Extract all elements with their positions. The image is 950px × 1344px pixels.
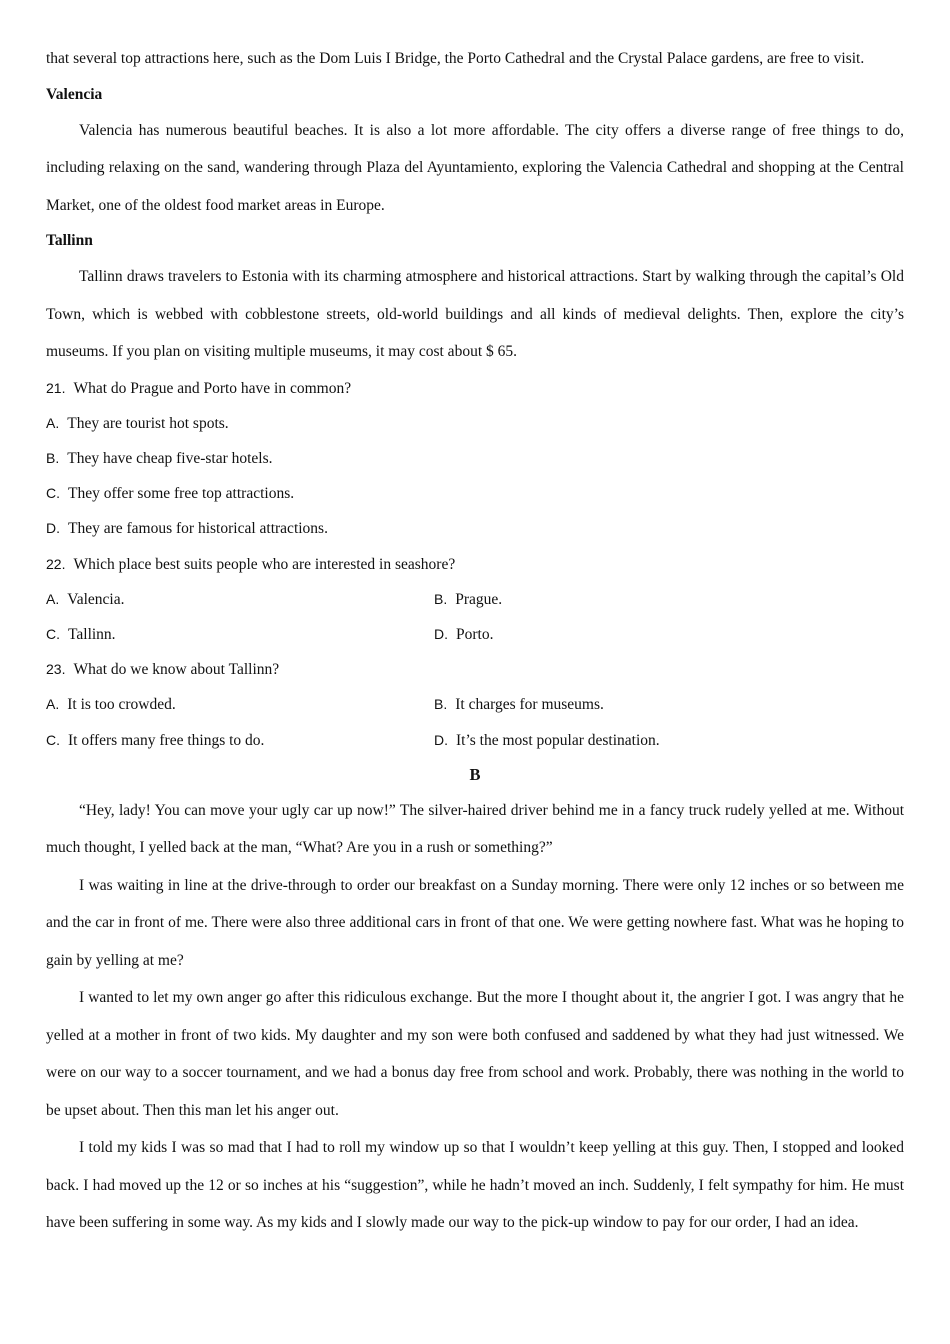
option-b: B. They have cheap five-star hotels. bbox=[46, 449, 273, 467]
question-23 bbox=[46, 652, 904, 758]
paragraph-valencia: Valencia has numerous beautiful beaches. It is also a lot more affordable. The city offers a diverse range of free things to do, including relaxing on the sand, wandering through Plaza del Ayuntamiento, exploring the Valencia Cathedral and shopping at the Central Market, one of the oldest food market areas in Europe. bbox=[46, 121, 904, 214]
question-stem: 23. What do we know about Tallinn? bbox=[46, 652, 904, 687]
heading-tallinn: Tallinn bbox=[46, 232, 93, 249]
option-a: A. They are tourist hot spots. bbox=[46, 414, 229, 432]
document-page bbox=[46, 40, 904, 1242]
option-d: D. They are famous for historical attractions. bbox=[46, 520, 328, 538]
option-c: C. Tallinn. bbox=[46, 625, 116, 643]
heading-valencia: Valencia bbox=[46, 85, 103, 103]
passage-b-paragraph: I wanted to let my own anger go after this ridiculous exchange. But the more I thought about it, the angrier I got. I was angry that he yelled at a mother in front of two kids. My daughter and my son were both confused and saddened by what they had just witnessed. We were on our way to a soccer tournament, and we had a bonus day free from school and work. Probably, there was nothing in the world to be upset about. Then this man let his anger out. bbox=[46, 989, 904, 1119]
question-22 bbox=[46, 547, 904, 653]
option-c: C. They offer some free top attractions. bbox=[46, 485, 295, 503]
question-stem: 21. What do Prague and Porto have in common? bbox=[46, 371, 904, 406]
option-b: B. It charges for museums. bbox=[434, 696, 604, 714]
option-a: A. It is too crowded. bbox=[46, 696, 176, 714]
intro-continuation: that several top attractions here, such as the Dom Luis I Bridge, the Porto Cathedral and the Crystal Palace gardens, are free to visit. bbox=[46, 50, 865, 67]
passage-b-paragraph: I told my kids I was so mad that I had to roll my window up so that I wouldn’t keep yelling at this guy. Then, I stopped and looked back. I had moved up the 12 or so inches at his “suggestion”, while he hadn’t moved an inch. Suddenly, I felt sympathy for him. He must have been suffering in some way. As my kids and I slowly made our way to the pick-up window to pay for our order, I had an idea. bbox=[46, 1139, 904, 1232]
paragraph-tallinn: Tallinn draws travelers to Estonia with its charming atmosphere and historical attractions. Start by walking through the capital’s Old Town, which is webbed with cobblestone streets, old-world buildings and all kinds of medieval delights. Then, explore the city’s museums. If you plan on visiting multiple museums, it may cost about $ 65. bbox=[46, 268, 904, 360]
option-d: D. Porto. bbox=[434, 625, 494, 643]
question-number: 22. bbox=[46, 555, 66, 572]
question-stem: 22. Which place best suits people who are interested in seashore? bbox=[46, 547, 904, 582]
section-title: B bbox=[469, 764, 481, 784]
question-number: 21. bbox=[46, 379, 66, 396]
question-21 bbox=[46, 371, 904, 547]
passage-b-paragraph: “Hey, lady! You can move your ugly car up now!” The silver-haired driver behind me in a fancy truck rudely yelled at me. Without much thought, I yelled back at the man, “What? Are you in a rush or something?” bbox=[46, 801, 904, 857]
option-b: B. Prague. bbox=[434, 590, 503, 608]
option-a: A. Valencia. bbox=[46, 590, 125, 608]
passage-b-paragraph: I was waiting in line at the drive-through to order our breakfast on a Sunday morning. There were only 12 inches or so between me and the car in front of me. There were also three additional cars in front of that one. We were getting nowhere fast. What was he hoping to gain by yelling at me? bbox=[46, 876, 904, 969]
option-d: D. It’s the most popular destination. bbox=[434, 731, 660, 749]
question-number: 23. bbox=[46, 661, 66, 678]
option-c: C. It offers many free things to do. bbox=[46, 731, 265, 749]
